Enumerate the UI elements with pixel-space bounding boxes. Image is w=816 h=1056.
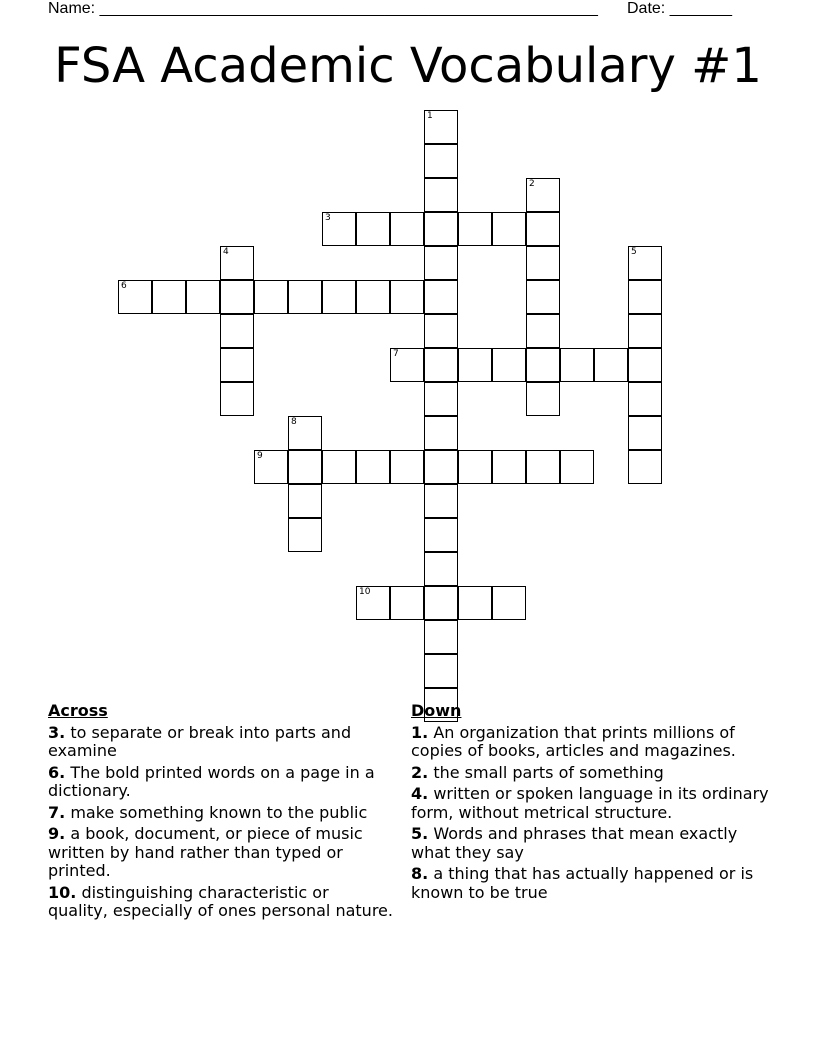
crossword-cell[interactable]	[628, 280, 662, 314]
crossword-cell[interactable]	[560, 450, 594, 484]
crossword-cell[interactable]	[424, 416, 458, 450]
crossword-cell[interactable]	[424, 348, 458, 382]
crossword-cell[interactable]	[356, 212, 390, 246]
crossword-cell[interactable]	[220, 246, 254, 280]
crossword-cell[interactable]	[424, 450, 458, 484]
crossword-cell[interactable]	[152, 280, 186, 314]
crossword-cell[interactable]	[220, 382, 254, 416]
down-clue	[411, 764, 781, 783]
clue-text: The bold printed words on a page in a dictionary.	[48, 762, 375, 800]
crossword-cell[interactable]	[492, 586, 526, 620]
crossword-cell[interactable]	[526, 212, 560, 246]
crossword-cell[interactable]	[628, 416, 662, 450]
across-heading: Across	[48, 701, 108, 720]
crossword-cell[interactable]	[118, 280, 152, 314]
clue-number: 1.	[411, 722, 429, 742]
crossword-cell[interactable]	[424, 212, 458, 246]
down-clue	[411, 865, 781, 902]
crossword-cell[interactable]	[458, 586, 492, 620]
crossword-cell[interactable]	[526, 178, 560, 212]
crossword-cell[interactable]	[424, 586, 458, 620]
crossword-cell[interactable]	[628, 450, 662, 484]
crossword-cell[interactable]	[424, 552, 458, 586]
clue-text: a thing that has actually happened or is known to be true	[411, 864, 754, 902]
crossword-cell[interactable]	[288, 416, 322, 450]
across-clue	[48, 764, 393, 801]
crossword-cell[interactable]	[424, 654, 458, 688]
crossword-cell[interactable]	[458, 450, 492, 484]
crossword-cell[interactable]	[288, 450, 322, 484]
clue-text: a book, document, or piece of music written by hand rather than typed or printed.	[48, 824, 363, 880]
crossword-cell[interactable]	[424, 620, 458, 654]
clue-number: 5.	[411, 824, 429, 843]
crossword-cell[interactable]	[288, 484, 322, 518]
clue-number: 9.	[48, 824, 66, 843]
across-clue	[48, 825, 393, 881]
crossword-cell[interactable]	[390, 348, 424, 382]
crossword-cell[interactable]	[526, 246, 560, 280]
crossword-cell[interactable]	[356, 586, 390, 620]
clue-text: An organization that prints millions of copies of books, articles and magazines.	[411, 722, 736, 760]
clue-text: distinguishing characteristic or quality, especially of ones personal nature.	[48, 882, 393, 920]
crossword-cell[interactable]	[424, 178, 458, 212]
clue-number-label: 2	[529, 179, 535, 189]
clue-number-label: 3	[325, 213, 331, 223]
clue-number: 7.	[48, 802, 66, 822]
date-line: Date: _______	[627, 0, 732, 17]
crossword-cell[interactable]	[390, 450, 424, 484]
crossword-cell[interactable]	[356, 450, 390, 484]
name-line: Name: ________________________________________________________	[48, 0, 598, 17]
crossword-cell[interactable]	[424, 144, 458, 178]
down-clue	[411, 785, 781, 822]
crossword-cell[interactable]	[322, 280, 356, 314]
crossword-cell[interactable]	[424, 110, 458, 144]
crossword-cell[interactable]	[254, 450, 288, 484]
crossword-cell[interactable]	[526, 280, 560, 314]
clue-number: 2.	[411, 762, 429, 782]
clue-text: make something known to the public	[70, 802, 368, 822]
crossword-cell[interactable]	[424, 382, 458, 416]
clue-number-label: 1	[427, 111, 433, 121]
crossword-cell[interactable]	[322, 450, 356, 484]
crossword-cell[interactable]	[526, 348, 560, 382]
crossword-cell[interactable]	[424, 314, 458, 348]
clue-number-label: 6	[121, 281, 127, 291]
down-clue	[411, 825, 781, 862]
clue-number-label: 9	[257, 451, 263, 461]
crossword-cell[interactable]	[220, 314, 254, 348]
crossword-cell[interactable]	[526, 382, 560, 416]
clue-number-label: 5	[631, 247, 637, 257]
crossword-cell[interactable]	[492, 450, 526, 484]
crossword-cell[interactable]	[492, 348, 526, 382]
crossword-cell[interactable]	[526, 450, 560, 484]
clue-number: 10.	[48, 882, 77, 902]
crossword-cell[interactable]	[424, 280, 458, 314]
crossword-cell[interactable]	[356, 280, 390, 314]
crossword-cell[interactable]	[186, 280, 220, 314]
crossword-cell[interactable]	[254, 280, 288, 314]
down-heading: Down	[411, 701, 462, 720]
clue-number: 6.	[48, 762, 66, 782]
crossword-cell[interactable]	[424, 484, 458, 518]
clue-number: 8.	[411, 864, 429, 883]
crossword-cell[interactable]	[322, 212, 356, 246]
crossword-cell[interactable]	[560, 348, 594, 382]
clue-text: to separate or break into parts and examine	[48, 722, 352, 760]
crossword-cell[interactable]	[492, 212, 526, 246]
crossword-cell[interactable]	[458, 348, 492, 382]
down-clues	[411, 702, 781, 905]
across-clue	[48, 804, 393, 823]
crossword-cell[interactable]	[220, 348, 254, 382]
crossword-cell[interactable]	[390, 586, 424, 620]
crossword-cell[interactable]	[424, 246, 458, 280]
clue-number: 4.	[411, 784, 429, 803]
crossword-cell[interactable]	[628, 314, 662, 348]
clue-number: 3.	[48, 722, 66, 742]
across-clues	[48, 702, 393, 924]
clue-text: Words and phrases that mean exactly what they say	[411, 824, 738, 862]
clue-text: written or spoken language in its ordinary form, without metrical structure.	[411, 784, 769, 822]
crossword-cell[interactable]	[628, 348, 662, 382]
crossword-cell[interactable]	[220, 280, 254, 314]
page-title: FSA Academic Vocabulary #1	[54, 38, 762, 94]
across-clue	[48, 884, 393, 921]
clue-number-label: 7	[393, 349, 399, 359]
crossword-cell[interactable]	[526, 314, 560, 348]
clue-number-label: 4	[223, 247, 229, 257]
across-clue	[48, 724, 393, 761]
crossword-cell[interactable]	[628, 382, 662, 416]
clue-number-label: 10	[359, 587, 371, 597]
crossword-cell[interactable]	[288, 280, 322, 314]
crossword-cell[interactable]	[628, 246, 662, 280]
crossword-cell[interactable]	[390, 280, 424, 314]
crossword-cell[interactable]	[424, 518, 458, 552]
crossword-cell[interactable]	[390, 212, 424, 246]
clue-text: the small parts of something	[433, 762, 664, 782]
crossword-cell[interactable]	[594, 348, 628, 382]
crossword-cell[interactable]	[458, 212, 492, 246]
clue-number-label: 8	[291, 417, 297, 427]
crossword-cell[interactable]	[288, 518, 322, 552]
down-clue	[411, 724, 781, 761]
